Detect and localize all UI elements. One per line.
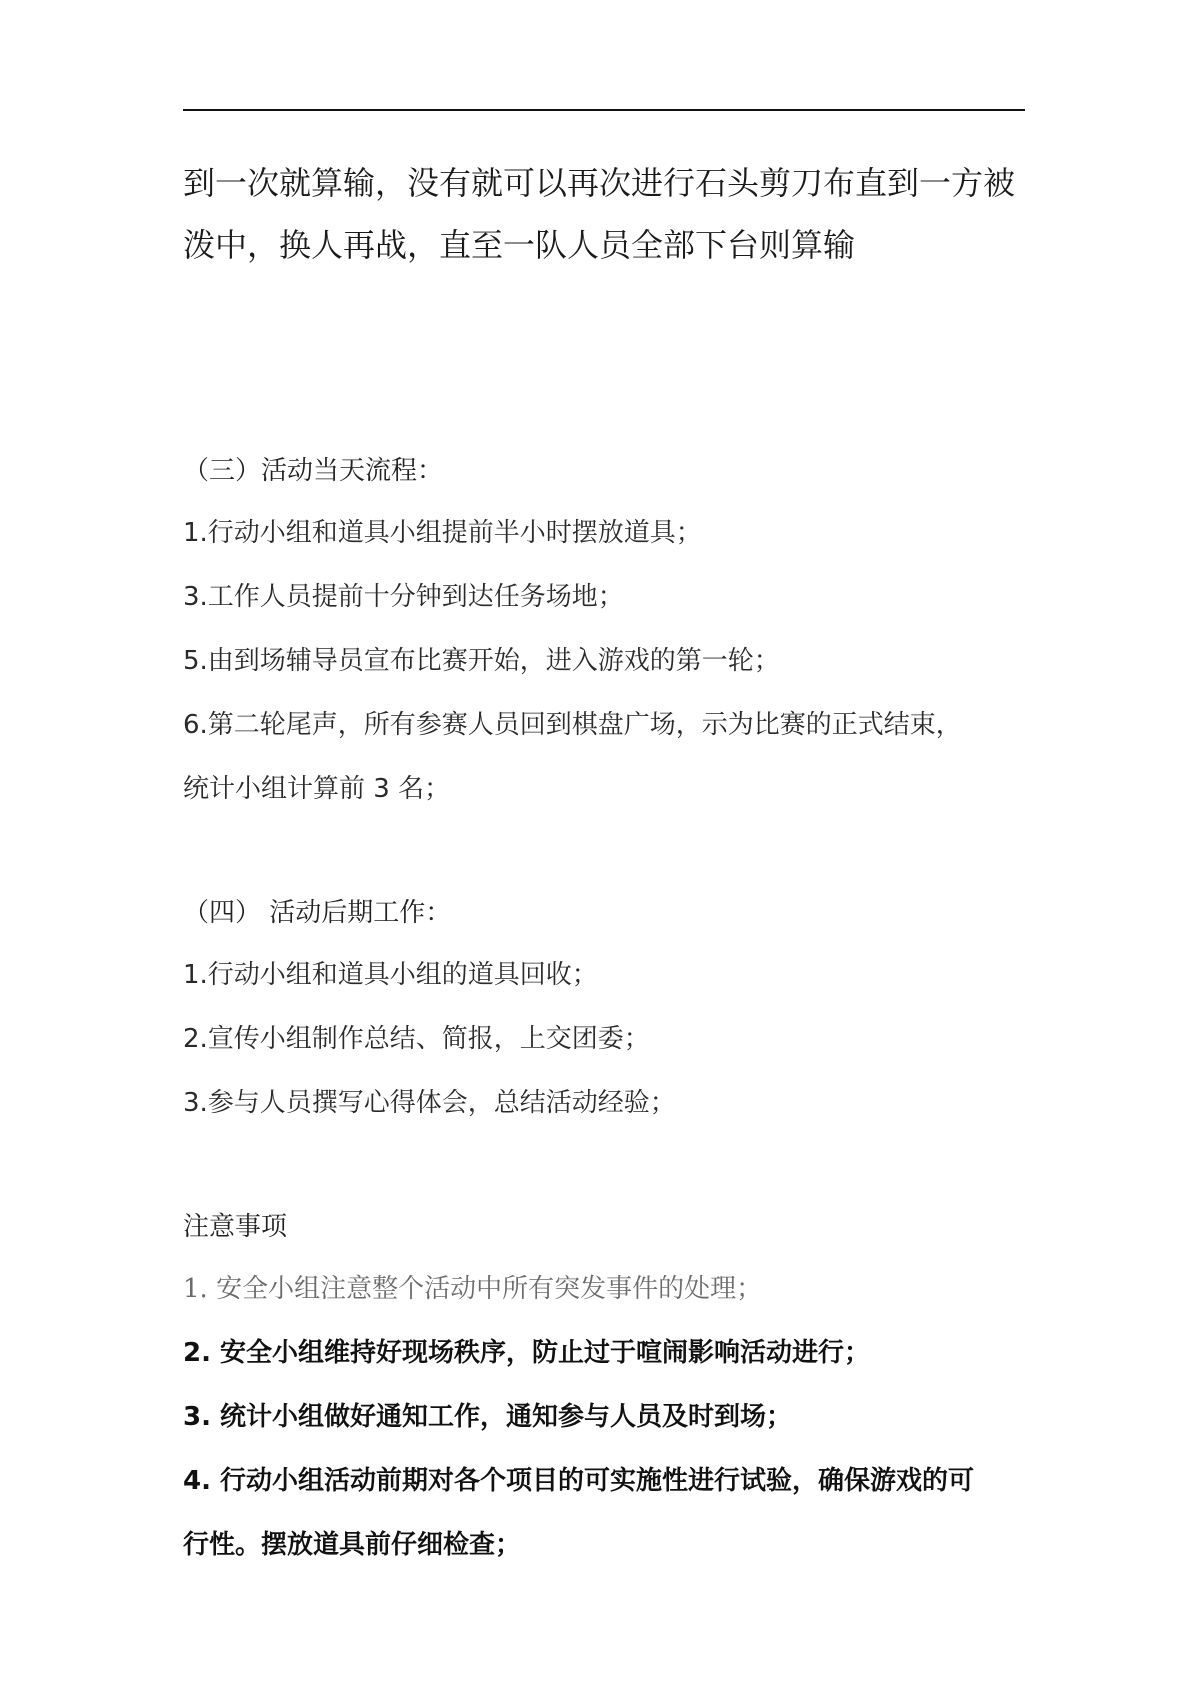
note-item: 2. 安全小组维持好现场秩序，防止过于喧闹影响活动进行； xyxy=(183,1338,871,1368)
paragraph-line: 泼中，换人再战，直至一队人员全部下台则算输 xyxy=(183,226,856,264)
list-item: 2.宣传小组制作总结、简报，上交团委； xyxy=(183,1024,650,1054)
notes-heading: 注意事项 xyxy=(183,1212,288,1242)
note-item: 1. 安全小组注意整个活动中所有突发事件的处理； xyxy=(183,1274,763,1304)
list-item: 1.行动小组和道具小组提前半小时摆放道具； xyxy=(183,518,702,548)
list-item: 1.行动小组和道具小组的道具回收； xyxy=(183,960,598,990)
note-item: 4. 行动小组活动前期对各个项目的可实施性进行试验，确保游戏的可 xyxy=(183,1466,975,1496)
list-item: 5.由到场辅导员宣布比赛开始，进入游戏的第一轮； xyxy=(183,646,780,676)
list-item: 统计小组计算前 3 名； xyxy=(183,774,451,804)
note-item: 行性。摆放道具前仔细检查； xyxy=(183,1530,522,1560)
section-heading: （三）活动当天流程： xyxy=(183,456,444,486)
list-item: 3.工作人员提前十分钟到达任务场地； xyxy=(183,582,624,612)
header-rule xyxy=(183,109,1025,111)
note-item: 3. 统计小组做好通知工作，通知参与人员及时到场； xyxy=(183,1402,793,1432)
section-heading: （四） 活动后期工作： xyxy=(183,898,452,928)
list-item: 3.参与人员撰写心得体会，总结活动经验； xyxy=(183,1088,676,1118)
list-item: 6.第二轮尾声，所有参赛人员回到棋盘广场，示为比赛的正式结束， xyxy=(183,710,962,740)
paragraph-line: 到一次就算输，没有就可以再次进行石头剪刀布直到一方被 xyxy=(183,164,1016,202)
